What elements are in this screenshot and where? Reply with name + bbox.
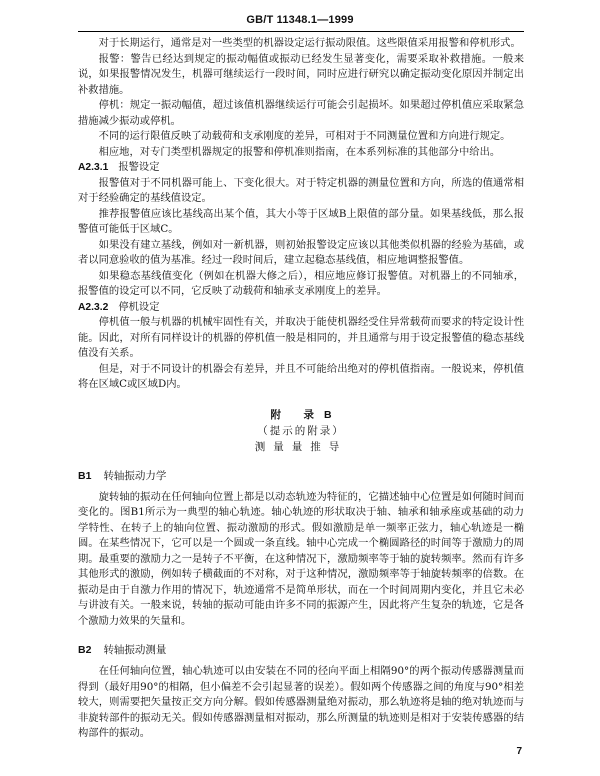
paragraph: 在任何轴向位置，轴心轨迹可以由安装在不同的径向平面上相隔90°的两个振动传感器测量而得到（最好用90°的相隔，但小偏差不会引起显著的误差）。假如两个传感器之间的角度与90°相差较大，则需要把矢量按正交方向分解。假如传感器测量绝对振动，那么轨迹将是轴的绝对轨迹而与非旋转部件的振动无关。假如传感器测量相对振动，那么所测量的轨迹则是相对于安装传感器的结构部件的振动。 <box>78 665 524 739</box>
section-title: 转轴振动测量 <box>103 644 167 656</box>
document-body <box>78 36 524 742</box>
appendix-title-prefix: 附 录 <box>270 408 320 421</box>
appendix-code: B <box>323 408 332 421</box>
subsection-heading-a232 <box>78 300 524 316</box>
section-heading-b2 <box>78 643 524 658</box>
paragraph: 如果没有建立基线，例如对一新机器，则初始报警设定应该以其他类似机器的经验为基础，或者以同意验收的值为基准。经过一段时间后，建立起稳态基线值，相应地调整报警值。 <box>78 238 524 266</box>
paragraph: 不同的运行限值反映了动载荷和支承刚度的差异，可相对于不同测量位置和方向进行规定。 <box>98 130 511 142</box>
subsection-title: 停机设定 <box>118 301 160 313</box>
paragraph: 但是，对于不同设计的机器会有差异，并且不可能给出绝对的停机值指南。一般说来，停机值将在区域C或区域D内。 <box>78 362 524 390</box>
section-title: 转轴振动力学 <box>103 469 167 482</box>
standard-code-header: GB/T 11348.1—1999 <box>246 14 354 26</box>
section-number: B2 <box>78 644 92 656</box>
paragraph: 相应地，对专门类型机器规定的报警和停机准则指南，在本系列标准的其他部分中给出。 <box>98 145 501 158</box>
paragraph: 如果稳态基线值变化（例如在机器大修之后），相应地应修订报警值。对机器上的不同轴承，报警值的设定可以不同，它反映了动载荷和轴承支承刚度上的差异。 <box>78 269 524 297</box>
subsection-number: A2.3.2 <box>78 301 109 313</box>
subsection-title: 报警设定 <box>118 162 160 173</box>
paragraph: 停机值一般与机器的机械牢固性有关，并取决于能使机器经受住异常载荷而要求的特定设计性能。因此，对所有同样设计的机器的停机值一般是相同的，并且通常与用于设定报警值的稳态基线值没有关系。 <box>78 316 524 359</box>
header-rule <box>78 31 524 32</box>
appendix-title <box>78 407 524 423</box>
appendix-heading <box>78 407 524 455</box>
paragraph: 旋转轴的振动在任何轴向位置上都是以动态轨迹为特征的，它描述轴中心位置是如何随时间而变化的。图B1所示为一典型的轴心轨迹。轴心轨迹的形状取决于轴、轴承和轴承座或基础的动力学特性、在转子上的轴向位置、振动激励的形式。假如激励是单一频率正弦力，轴心轨迹是一椭圆。在某些情况下，它可以是一个圆或一条直线。轴中心完成一个椭圆路径的时间等于激励力的周期。最重要的激励力之一是转子不平衡，在这种情况下，激励频率等于轴的旋转频率。然而有许多其他形式的激励，例如转子横截面的不对称，对于这种情况，激励频率等于轴旋转频率的倍数。在振动是由于自激力作用的情况下，轨迹通常不是简单形状，而在一个时间周期内变化，并且它未必与讲波有关。一般来说，转轴的振动可能由许多不同的振源产生，因此将产生复杂的轨迹，它是各个激励力效果的矢量和。 <box>78 490 524 627</box>
paragraph: 报警：警告已经达到规定的振动幅值或振动已经发生显著变化，需要采取补救措施。一般来说，如果报警情况发生，机器可继续运行一段时间，同时应进行研究以确定振动变化原因并制定出补救措施。 <box>78 52 524 96</box>
paragraph: 对于长期运行，通常是对一些类型的机器设定运行振动限值。这些限值采用报警和停机形式。 <box>98 37 521 49</box>
appendix-name: 测量量推导 <box>254 440 348 453</box>
subsection-number: A2.3.1 <box>78 162 109 173</box>
subsection-heading-a231 <box>78 160 524 176</box>
paragraph: 报警值对于不同机器可能上、下变化很大。对于特定机器的测量位置和方向，所选的值通常相对于经验确定的基线值设定。 <box>78 176 524 204</box>
page-number: 7 <box>516 746 522 757</box>
section-heading-b1 <box>78 469 524 484</box>
paragraph: 停机：规定一振动幅值，超过该值机器继续运行可能会引起损坏。如果超过停机值应采取紧急措施减少振动或停机。 <box>78 99 524 127</box>
appendix-subtitle: （提示的附录） <box>257 424 345 437</box>
paragraph: 推荐报警值应该比基线高出某个值，其大小等于区域B上限值的部分量。如果基线低，那么报警值可能低于区域C。 <box>78 207 524 235</box>
section-number: B1 <box>78 469 92 482</box>
